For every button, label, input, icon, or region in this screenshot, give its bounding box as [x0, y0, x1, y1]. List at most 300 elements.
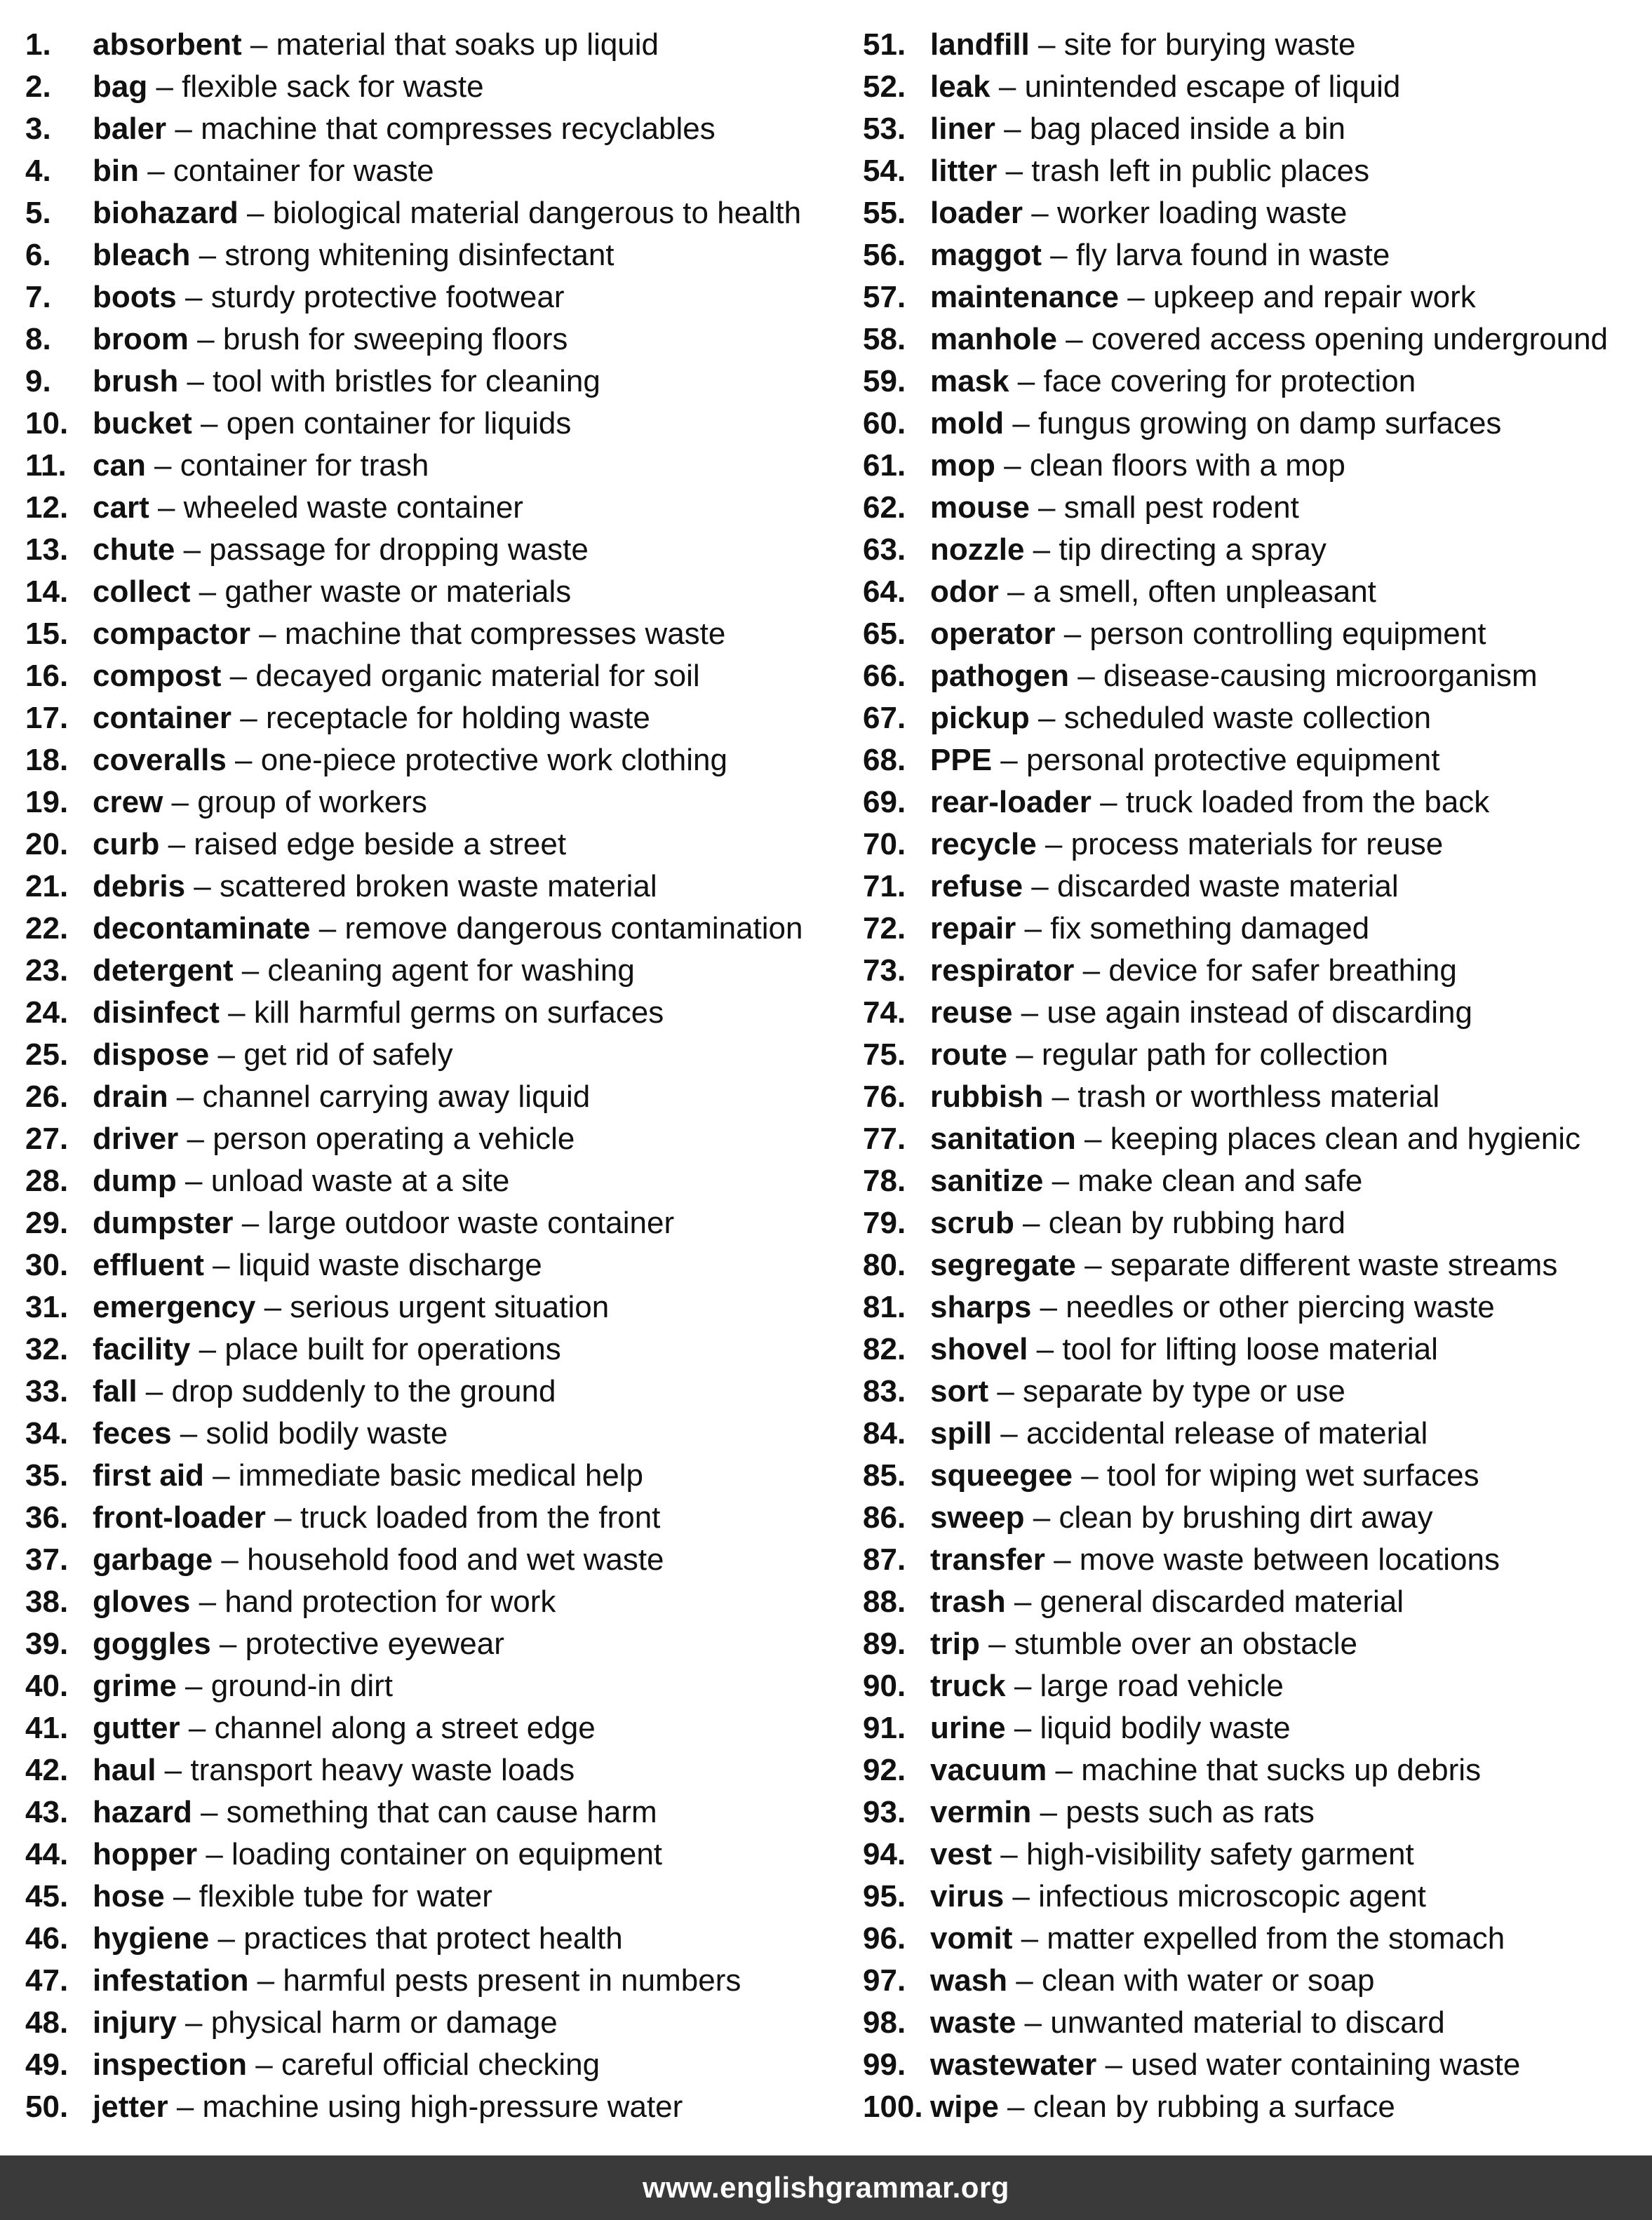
entry-number: 28.	[25, 1164, 69, 1198]
entry-text	[930, 192, 1347, 234]
entry-term: trip	[930, 1627, 980, 1661]
entry-separator: –	[192, 406, 227, 440]
vocabulary-entry	[863, 1749, 1648, 1791]
entry-definition: tool with bristles for cleaning	[213, 364, 600, 398]
entry-term: baler	[93, 112, 167, 146]
entry-separator: –	[255, 1290, 290, 1324]
entry-separator: –	[221, 659, 256, 693]
entry-number: 2.	[25, 69, 51, 104]
vocabulary-entry	[25, 1539, 846, 1581]
entry-term: hazard	[93, 1795, 192, 1829]
entry-separator: –	[1005, 1711, 1040, 1745]
entry-separator: –	[1118, 280, 1153, 314]
entry-definition: needles or other piercing waste	[1066, 1290, 1495, 1324]
entry-number: 7.	[25, 280, 51, 314]
vocabulary-entry	[863, 908, 1648, 950]
entry-text	[93, 571, 571, 613]
entry-definition: something that can cause harm	[226, 1795, 657, 1829]
entry-term: refuse	[930, 869, 1023, 903]
entry-text	[930, 2044, 1520, 2086]
entry-separator: –	[209, 1037, 244, 1072]
entry-separator: –	[171, 1416, 206, 1451]
entry-term: wastewater	[930, 2047, 1097, 2082]
entry-separator: –	[176, 280, 211, 314]
entry-text	[93, 655, 700, 697]
entry-text	[930, 361, 1416, 403]
vocabulary-entry	[863, 1076, 1648, 1118]
entry-term: leak	[930, 69, 990, 104]
entry-number: 85.	[863, 1458, 906, 1493]
vocabulary-entry	[863, 1581, 1648, 1623]
entry-text	[930, 1581, 1404, 1623]
entry-number: 82.	[863, 1332, 906, 1366]
entry-text	[930, 739, 1439, 781]
entry-definition: clean by rubbing hard	[1048, 1206, 1345, 1240]
entry-number: 75.	[863, 1037, 906, 1072]
entry-definition: unwanted material to discard	[1050, 2005, 1445, 2040]
entry-number: 60.	[863, 406, 906, 440]
entry-term: biohazard	[93, 196, 239, 230]
entry-number: 30.	[25, 1248, 69, 1282]
entry-definition: use again instead of discarding	[1047, 995, 1472, 1030]
vocabulary-entry	[25, 1497, 846, 1539]
entry-term: coveralls	[93, 743, 227, 777]
entry-definition: large outdoor waste container	[267, 1206, 675, 1240]
entry-definition: accidental release of material	[1026, 1416, 1428, 1451]
entry-text	[93, 1160, 509, 1202]
entry-text	[930, 1413, 1428, 1455]
entry-term: dispose	[93, 1037, 210, 1072]
vocabulary-entry	[863, 66, 1648, 108]
vocabulary-entry	[25, 1286, 846, 1328]
entry-text	[93, 529, 589, 571]
entry-separator: –	[1005, 1585, 1040, 1619]
vocabulary-entry	[25, 739, 846, 781]
entry-text	[930, 950, 1457, 992]
entry-text	[93, 1076, 590, 1118]
entry-definition: open container for liquids	[226, 406, 572, 440]
entry-term: mouse	[930, 490, 1030, 525]
vocabulary-entry	[863, 361, 1648, 403]
entry-term: collect	[93, 574, 191, 609]
vocabulary-column-right	[863, 24, 1648, 2128]
entry-number: 4.	[25, 154, 51, 188]
entry-number: 50.	[25, 2090, 69, 2124]
entry-definition: serious urgent situation	[290, 1290, 610, 1324]
entry-term: first aid	[93, 1458, 204, 1493]
entry-separator: –	[176, 1669, 211, 1703]
entry-text	[930, 1244, 1557, 1286]
entry-separator: –	[1075, 1122, 1110, 1156]
entry-definition: make clean and safe	[1077, 1164, 1363, 1198]
entry-definition: solid bodily waste	[206, 1416, 448, 1451]
entry-separator: –	[138, 154, 173, 188]
entry-separator: –	[1016, 2005, 1051, 2040]
entry-number: 44.	[25, 1837, 69, 1871]
entry-separator: –	[1004, 1879, 1039, 1913]
entry-term: inspection	[93, 2047, 248, 2082]
entry-number: 91.	[863, 1711, 906, 1745]
entry-number: 41.	[25, 1711, 69, 1745]
entry-separator: –	[192, 1795, 227, 1829]
entry-definition: hand protection for work	[224, 1585, 556, 1619]
entry-number: 66.	[863, 659, 906, 693]
entry-number: 79.	[863, 1206, 906, 1240]
entry-text	[93, 487, 523, 529]
entry-number: 81.	[863, 1290, 906, 1324]
entry-text	[93, 24, 659, 66]
entry-term: cart	[93, 490, 149, 525]
vocabulary-entry	[25, 697, 846, 739]
entry-separator: –	[197, 1837, 232, 1871]
entry-separator: –	[1091, 785, 1126, 819]
entry-term: drain	[93, 1079, 168, 1114]
vocabulary-entry	[863, 1160, 1648, 1202]
entry-definition: receptacle for holding waste	[265, 701, 650, 735]
entry-text	[930, 150, 1369, 192]
entry-text	[930, 655, 1538, 697]
entry-definition: high-visibility safety garment	[1026, 1837, 1414, 1871]
entry-definition: immediate basic medical help	[238, 1458, 643, 1493]
vocabulary-entry	[25, 781, 846, 823]
vocabulary-entry	[25, 823, 846, 866]
footer-bar	[0, 2155, 1652, 2220]
entry-number: 31.	[25, 1290, 69, 1324]
entry-text	[930, 823, 1443, 866]
entry-definition: infectious microscopic agent	[1038, 1879, 1426, 1913]
vocabulary-entry	[25, 150, 846, 192]
vocabulary-entry	[25, 1623, 846, 1665]
entry-definition: flexible tube for water	[199, 1879, 492, 1913]
entry-definition: face covering for protection	[1043, 364, 1416, 398]
entry-term: respirator	[930, 953, 1075, 988]
entry-term: loader	[930, 196, 1023, 230]
entry-term: disinfect	[93, 995, 220, 1030]
entry-term: landfill	[930, 27, 1030, 62]
entry-term: haul	[93, 1753, 156, 1787]
entry-separator: –	[149, 490, 184, 525]
entry-number: 71.	[863, 869, 906, 903]
entry-definition: large road vehicle	[1040, 1669, 1284, 1703]
entry-separator: –	[145, 448, 180, 483]
entry-text	[93, 866, 657, 908]
entry-definition: fly larva found in waste	[1075, 238, 1390, 272]
entry-separator: –	[241, 27, 276, 62]
entry-text	[93, 1876, 492, 1918]
entry-separator: –	[992, 1837, 1026, 1871]
entry-number: 65.	[863, 617, 906, 651]
entry-definition: process materials for reuse	[1070, 827, 1444, 861]
entry-number: 53.	[863, 112, 906, 146]
entry-definition: channel carrying away liquid	[202, 1079, 591, 1114]
entry-number: 20.	[25, 827, 69, 861]
entry-separator: –	[265, 1500, 300, 1535]
entry-definition: brush for sweeping floors	[222, 322, 568, 356]
vocabulary-entry	[863, 487, 1648, 529]
entry-separator: –	[1045, 1542, 1080, 1577]
vocabulary-entry	[863, 823, 1648, 866]
vocabulary-entry	[25, 318, 846, 361]
entry-term: emergency	[93, 1290, 256, 1324]
entry-number: 22.	[25, 911, 69, 946]
entry-separator: –	[178, 1122, 213, 1156]
entry-number: 25.	[25, 1037, 69, 1072]
entry-definition: passage for dropping waste	[209, 532, 589, 567]
entry-definition: channel along a street edge	[214, 1711, 596, 1745]
entry-definition: scattered broken waste material	[219, 869, 657, 903]
entry-term: urine	[930, 1711, 1006, 1745]
entry-text	[93, 1749, 575, 1791]
entry-separator: –	[164, 1879, 199, 1913]
entry-text	[93, 192, 801, 234]
entry-number: 98.	[863, 2005, 906, 2040]
vocabulary-entry	[863, 1918, 1648, 1960]
vocabulary-entry	[863, 950, 1648, 992]
entry-separator: –	[992, 743, 1026, 777]
entry-term: front-loader	[93, 1500, 266, 1535]
entry-number: 46.	[25, 1921, 69, 1956]
entry-separator: –	[1029, 27, 1064, 62]
vocabulary-entry	[25, 24, 846, 66]
vocabulary-entry	[25, 2086, 846, 2128]
entry-number: 51.	[863, 27, 906, 62]
entry-number: 84.	[863, 1416, 906, 1451]
entry-separator: –	[156, 1753, 191, 1787]
entry-text	[93, 1665, 393, 1707]
entry-separator: –	[1024, 1500, 1059, 1535]
entry-term: pathogen	[930, 659, 1069, 693]
entry-definition: drop suddenly to the ground	[171, 1374, 556, 1408]
entry-number: 27.	[25, 1122, 69, 1156]
entry-text	[93, 1623, 504, 1665]
entry-term: rubbish	[930, 1079, 1044, 1114]
entry-definition: used water containing waste	[1131, 2047, 1521, 2082]
vocabulary-entry	[25, 192, 846, 234]
entry-definition: container for trash	[180, 448, 429, 483]
vocabulary-entry	[25, 66, 846, 108]
entry-separator: –	[213, 1542, 248, 1577]
entry-text	[93, 1286, 609, 1328]
vocabulary-entry	[863, 1413, 1648, 1455]
entry-number: 9.	[25, 364, 51, 398]
entry-number: 55.	[863, 196, 906, 230]
entry-separator: –	[176, 2005, 211, 2040]
entry-number: 1.	[25, 27, 51, 62]
entry-term: sanitation	[930, 1122, 1076, 1156]
entry-definition: one-piece protective work clothing	[260, 743, 727, 777]
entry-text	[930, 276, 1476, 318]
vocabulary-entry	[863, 24, 1648, 66]
entry-separator: –	[185, 869, 220, 903]
entry-definition: machine that sucks up debris	[1081, 1753, 1482, 1787]
entry-separator: –	[190, 1585, 225, 1619]
vocabulary-entry	[863, 1791, 1648, 1834]
entry-number: 5.	[25, 196, 51, 230]
vocabulary-entry	[863, 866, 1648, 908]
entry-text	[930, 992, 1472, 1034]
entry-number: 90.	[863, 1669, 906, 1703]
entry-number: 29.	[25, 1206, 69, 1240]
vocabulary-entry	[863, 1118, 1648, 1160]
entry-text	[930, 445, 1345, 487]
entry-separator: –	[1074, 953, 1109, 988]
entry-number: 48.	[25, 2005, 69, 2040]
vocabulary-entry	[25, 1960, 846, 2002]
vocabulary-entry	[863, 613, 1648, 655]
entry-text	[930, 1960, 1374, 2002]
vocabulary-entry	[863, 1539, 1648, 1581]
entry-term: sharps	[930, 1290, 1032, 1324]
vocabulary-entry	[25, 992, 846, 1034]
vocabulary-entry	[863, 1497, 1648, 1539]
entry-separator: –	[203, 1458, 239, 1493]
entry-separator: –	[1047, 1753, 1082, 1787]
entry-separator: –	[250, 617, 285, 651]
vocabulary-entry	[863, 1371, 1648, 1413]
entry-number: 24.	[25, 995, 69, 1030]
entry-separator: –	[310, 911, 345, 946]
entry-text	[930, 1076, 1439, 1118]
entry-definition: place built for operations	[224, 1332, 561, 1366]
entry-separator: –	[203, 1248, 239, 1282]
entry-term: liner	[930, 112, 995, 146]
entry-term: dumpster	[93, 1206, 234, 1240]
entry-text	[930, 2086, 1395, 2128]
entry-text	[930, 234, 1390, 276]
vocabulary-entry	[25, 1076, 846, 1118]
entry-definition: truck loaded from the back	[1125, 785, 1490, 819]
vocabulary-entry	[25, 1328, 846, 1371]
entry-definition: pests such as rats	[1066, 1795, 1315, 1829]
entry-number: 77.	[863, 1122, 906, 1156]
entry-separator: –	[1014, 1206, 1049, 1240]
entry-term: debris	[93, 869, 186, 903]
entry-term: spill	[930, 1416, 993, 1451]
entry-term: waste	[930, 2005, 1016, 2040]
entry-number: 13.	[25, 532, 69, 567]
entry-text	[930, 781, 1489, 823]
entry-text	[93, 908, 803, 950]
vocabulary-entry	[863, 445, 1648, 487]
vocabulary-entry	[863, 1876, 1648, 1918]
entry-text	[93, 1034, 453, 1076]
vocabulary-entry	[25, 1749, 846, 1791]
entry-definition: bag placed inside a bin	[1029, 112, 1345, 146]
vocabulary-entry	[25, 866, 846, 908]
footer-website-link[interactable]: www.englishgrammar.org	[643, 2171, 1009, 2204]
entry-number: 68.	[863, 743, 906, 777]
entry-separator: –	[1041, 238, 1076, 272]
vocabulary-entry	[25, 445, 846, 487]
entry-term: facility	[93, 1332, 191, 1366]
entry-separator: –	[178, 364, 213, 398]
entry-definition: clean floors with a mop	[1029, 448, 1345, 483]
vocabulary-entry	[25, 1581, 846, 1623]
entry-number: 21.	[25, 869, 69, 903]
entry-number: 19.	[25, 785, 69, 819]
entry-definition: get rid of safely	[243, 1037, 453, 1072]
vocabulary-entry	[863, 1834, 1648, 1876]
entry-term: boots	[93, 280, 177, 314]
entry-separator: –	[163, 785, 198, 819]
entry-separator: –	[1072, 1458, 1107, 1493]
entry-separator: –	[1043, 1079, 1078, 1114]
entry-term: repair	[930, 911, 1016, 946]
entry-number: 12.	[25, 490, 69, 525]
entry-term: bucket	[93, 406, 192, 440]
entry-number: 64.	[863, 574, 906, 609]
entry-separator: –	[1055, 617, 1090, 651]
entry-number: 61.	[863, 448, 906, 483]
entry-term: reuse	[930, 995, 1013, 1030]
entry-text	[93, 1960, 741, 2002]
entry-separator: –	[1024, 532, 1059, 567]
entry-term: odor	[930, 574, 999, 609]
entry-term: rear-loader	[930, 785, 1092, 819]
entry-text	[93, 108, 716, 150]
entry-definition: regular path for collection	[1041, 1037, 1388, 1072]
vocabulary-entry	[863, 1665, 1648, 1707]
vocabulary-entry	[25, 1665, 846, 1707]
entry-definition: move waste between locations	[1079, 1542, 1500, 1577]
entry-term: trash	[930, 1585, 1006, 1619]
entry-definition: ground-in dirt	[210, 1669, 394, 1703]
entry-definition: flexible sack for waste	[182, 69, 484, 104]
entry-text	[930, 697, 1431, 739]
entry-term: mold	[930, 406, 1005, 440]
entry-term: decontaminate	[93, 911, 311, 946]
entry-separator: –	[219, 995, 254, 1030]
entry-text	[93, 1202, 674, 1244]
entry-definition: fungus growing on damp surfaces	[1038, 406, 1502, 440]
entry-number: 42.	[25, 1753, 69, 1787]
entry-definition: transport heavy waste loads	[190, 1753, 575, 1787]
entry-number: 59.	[863, 364, 906, 398]
entry-definition: person operating a vehicle	[213, 1122, 575, 1156]
entry-definition: covered access opening underground	[1091, 322, 1609, 356]
entry-number: 99.	[863, 2047, 906, 2082]
entry-separator: –	[190, 574, 225, 609]
vocabulary-entry	[25, 1791, 846, 1834]
entry-definition: general discarded material	[1040, 1585, 1404, 1619]
entry-definition: tool for lifting loose material	[1062, 1332, 1438, 1366]
entry-term: broom	[93, 322, 189, 356]
entry-definition: keeping places clean and hygienic	[1110, 1122, 1580, 1156]
entry-definition: sturdy protective footwear	[210, 280, 565, 314]
entry-definition: small pest rodent	[1063, 490, 1299, 525]
vocabulary-entry	[863, 403, 1648, 445]
entry-definition: container for waste	[173, 154, 434, 188]
vocabulary-entry	[863, 1034, 1648, 1076]
vocabulary-entry	[863, 655, 1648, 697]
entry-term: pickup	[930, 701, 1030, 735]
entry-separator: –	[147, 69, 182, 104]
entry-number: 6.	[25, 238, 51, 272]
entry-definition: a smell, often unpleasant	[1033, 574, 1376, 609]
entry-number: 39.	[25, 1627, 69, 1661]
entry-definition: machine that compresses waste	[284, 617, 726, 651]
entry-text	[93, 739, 727, 781]
entry-term: hopper	[93, 1837, 198, 1871]
entry-separator: –	[988, 1374, 1023, 1408]
entry-separator: –	[1075, 1248, 1110, 1282]
entry-number: 83.	[863, 1374, 906, 1408]
entry-term: bleach	[93, 238, 191, 272]
entry-separator: –	[190, 238, 225, 272]
entry-term: feces	[93, 1416, 172, 1451]
vocabulary-entry	[863, 108, 1648, 150]
entry-term: absorbent	[93, 27, 242, 62]
